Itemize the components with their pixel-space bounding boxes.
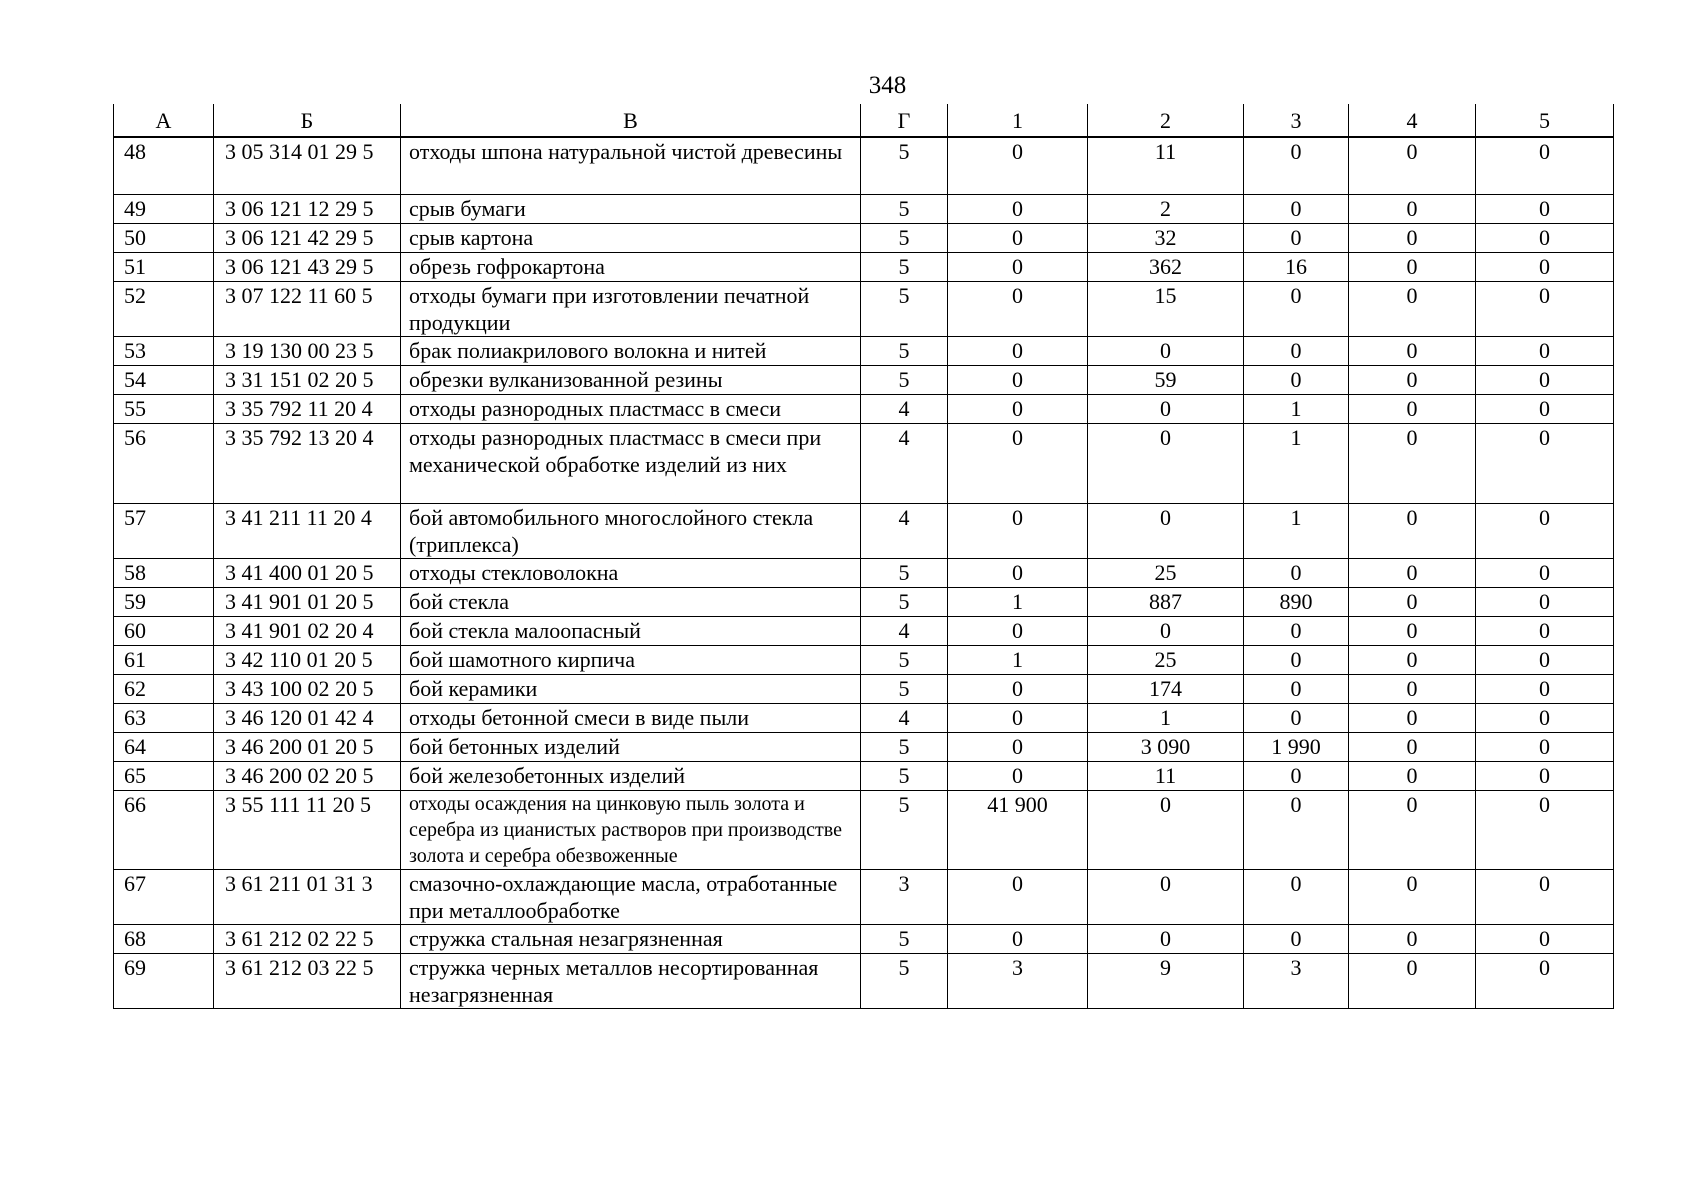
value-cell-2: 59 — [1088, 365, 1244, 394]
column-header: Б — [214, 104, 401, 137]
table-row — [114, 703, 1614, 732]
value-cell-3: 0 — [1244, 674, 1349, 703]
table-row — [114, 761, 1614, 790]
row-number-cell: 55 — [114, 394, 214, 423]
value-cell-3: 0 — [1244, 924, 1349, 953]
waste-name-cell: обрезь гофрокартона — [401, 252, 861, 281]
value-cell-3: 1 — [1244, 394, 1349, 423]
table-row — [114, 423, 1614, 503]
value-cell-3: 0 — [1244, 645, 1349, 674]
value-cell-4: 0 — [1349, 558, 1476, 587]
value-cell-3: 0 — [1244, 869, 1349, 924]
value-cell-5: 0 — [1476, 365, 1614, 394]
value-cell-3: 0 — [1244, 558, 1349, 587]
value-cell-3: 0 — [1244, 223, 1349, 252]
value-cell-4: 0 — [1349, 645, 1476, 674]
value-cell-2: 0 — [1088, 616, 1244, 645]
hazard-class-cell: 5 — [861, 365, 948, 394]
value-cell-4: 0 — [1349, 365, 1476, 394]
value-cell-5: 0 — [1476, 336, 1614, 365]
value-cell-4: 0 — [1349, 953, 1476, 1008]
value-cell-1: 0 — [948, 924, 1088, 953]
value-cell-1: 0 — [948, 365, 1088, 394]
value-cell-5: 0 — [1476, 674, 1614, 703]
value-cell-3: 1 — [1244, 423, 1349, 503]
waste-code-cell: 3 31 151 02 20 5 — [214, 365, 401, 394]
row-number-cell: 64 — [114, 732, 214, 761]
waste-code-cell: 3 46 200 02 20 5 — [214, 761, 401, 790]
value-cell-4: 0 — [1349, 869, 1476, 924]
waste-code-cell: 3 42 110 01 20 5 — [214, 645, 401, 674]
value-cell-1: 0 — [948, 703, 1088, 732]
table-row — [114, 953, 1614, 1008]
value-cell-2: 0 — [1088, 790, 1244, 869]
value-cell-2: 0 — [1088, 394, 1244, 423]
row-number-cell: 66 — [114, 790, 214, 869]
value-cell-5: 0 — [1476, 869, 1614, 924]
value-cell-1: 1 — [948, 587, 1088, 616]
value-cell-5: 0 — [1476, 761, 1614, 790]
value-cell-1: 0 — [948, 761, 1088, 790]
value-cell-4: 0 — [1349, 703, 1476, 732]
table-header-row — [114, 104, 1614, 137]
waste-name-cell: стружка стальная незагрязненная — [401, 924, 861, 953]
waste-name-cell: срыв картона — [401, 223, 861, 252]
row-number-cell: 69 — [114, 953, 214, 1008]
value-cell-2: 0 — [1088, 924, 1244, 953]
row-number-cell: 58 — [114, 558, 214, 587]
value-cell-4: 0 — [1349, 616, 1476, 645]
hazard-class-cell: 4 — [861, 616, 948, 645]
value-cell-1: 0 — [948, 336, 1088, 365]
table-row — [114, 645, 1614, 674]
value-cell-4: 0 — [1349, 674, 1476, 703]
value-cell-2: 3 090 — [1088, 732, 1244, 761]
page-number: 348 — [868, 72, 907, 99]
table-row — [114, 732, 1614, 761]
table-row — [114, 587, 1614, 616]
value-cell-1: 0 — [948, 503, 1088, 558]
hazard-class-cell: 5 — [861, 953, 948, 1008]
value-cell-4: 0 — [1349, 761, 1476, 790]
waste-code-cell: 3 41 901 01 20 5 — [214, 587, 401, 616]
value-cell-5: 0 — [1476, 732, 1614, 761]
row-number-cell: 59 — [114, 587, 214, 616]
waste-code-cell: 3 35 792 11 20 4 — [214, 394, 401, 423]
table-row — [114, 790, 1614, 869]
hazard-class-cell: 5 — [861, 645, 948, 674]
waste-name-cell: отходы разнородных пластмасс в смеси — [401, 394, 861, 423]
hazard-class-cell: 4 — [861, 703, 948, 732]
value-cell-1: 0 — [948, 869, 1088, 924]
value-cell-2: 0 — [1088, 869, 1244, 924]
row-number-cell: 62 — [114, 674, 214, 703]
row-number-cell: 54 — [114, 365, 214, 394]
waste-name-cell: отходы стекловолокна — [401, 558, 861, 587]
value-cell-2: 32 — [1088, 223, 1244, 252]
table-row — [114, 281, 1614, 336]
value-cell-4: 0 — [1349, 587, 1476, 616]
value-cell-5: 0 — [1476, 616, 1614, 645]
hazard-class-cell: 5 — [861, 336, 948, 365]
waste-name-cell: отходы разнородных пластмасс в смеси при механической обработке изделий из них — [401, 423, 861, 503]
value-cell-3: 0 — [1244, 336, 1349, 365]
value-cell-1: 0 — [948, 732, 1088, 761]
value-cell-3: 0 — [1244, 761, 1349, 790]
value-cell-4: 0 — [1349, 924, 1476, 953]
row-number-cell: 60 — [114, 616, 214, 645]
value-cell-3: 0 — [1244, 616, 1349, 645]
hazard-class-cell: 4 — [861, 394, 948, 423]
waste-name-cell: бой железобетонных изделий — [401, 761, 861, 790]
value-cell-5: 0 — [1476, 703, 1614, 732]
row-number-cell: 50 — [114, 223, 214, 252]
value-cell-1: 0 — [948, 223, 1088, 252]
table-row — [114, 558, 1614, 587]
row-number-cell: 53 — [114, 336, 214, 365]
column-header: 3 — [1244, 104, 1349, 137]
value-cell-5: 0 — [1476, 137, 1614, 194]
table-row — [114, 674, 1614, 703]
value-cell-3: 0 — [1244, 365, 1349, 394]
hazard-class-cell: 4 — [861, 423, 948, 503]
hazard-class-cell: 5 — [861, 587, 948, 616]
table-row — [114, 503, 1614, 558]
value-cell-1: 0 — [948, 252, 1088, 281]
waste-name-cell: брак полиакрилового волокна и нитей — [401, 336, 861, 365]
waste-name-cell: бой автомобильного многослойного стекла (триплекса) — [401, 503, 861, 558]
value-cell-5: 0 — [1476, 790, 1614, 869]
value-cell-4: 0 — [1349, 223, 1476, 252]
row-number-cell: 63 — [114, 703, 214, 732]
column-header: 1 — [948, 104, 1088, 137]
value-cell-5: 0 — [1476, 281, 1614, 336]
table-row — [114, 616, 1614, 645]
table-body — [114, 137, 1614, 1008]
value-cell-5: 0 — [1476, 394, 1614, 423]
row-number-cell: 68 — [114, 924, 214, 953]
waste-code-cell: 3 06 121 43 29 5 — [214, 252, 401, 281]
table-row — [114, 137, 1614, 194]
value-cell-1: 3 — [948, 953, 1088, 1008]
waste-code-cell: 3 06 121 42 29 5 — [214, 223, 401, 252]
hazard-class-cell: 5 — [861, 924, 948, 953]
value-cell-1: 0 — [948, 616, 1088, 645]
value-cell-4: 0 — [1349, 423, 1476, 503]
waste-name-cell: бой стекла — [401, 587, 861, 616]
column-header: А — [114, 104, 214, 137]
waste-code-cell: 3 07 122 11 60 5 — [214, 281, 401, 336]
waste-code-cell: 3 61 212 02 22 5 — [214, 924, 401, 953]
waste-code-cell: 3 19 130 00 23 5 — [214, 336, 401, 365]
value-cell-5: 0 — [1476, 645, 1614, 674]
hazard-class-cell: 5 — [861, 674, 948, 703]
value-cell-2: 0 — [1088, 423, 1244, 503]
waste-code-cell: 3 55 111 11 20 5 — [214, 790, 401, 869]
waste-code-cell: 3 35 792 13 20 4 — [214, 423, 401, 503]
waste-code-cell: 3 43 100 02 20 5 — [214, 674, 401, 703]
waste-name-cell: бой керамики — [401, 674, 861, 703]
value-cell-4: 0 — [1349, 394, 1476, 423]
waste-name-cell: обрезки вулканизованной резины — [401, 365, 861, 394]
hazard-class-cell: 4 — [861, 503, 948, 558]
waste-code-cell: 3 05 314 01 29 5 — [214, 137, 401, 194]
waste-name-cell: бой шамотного кирпича — [401, 645, 861, 674]
row-number-cell: 67 — [114, 869, 214, 924]
value-cell-5: 0 — [1476, 194, 1614, 223]
waste-code-cell: 3 61 211 01 31 3 — [214, 869, 401, 924]
table-row — [114, 336, 1614, 365]
value-cell-2: 887 — [1088, 587, 1244, 616]
value-cell-1: 0 — [948, 394, 1088, 423]
column-header: 5 — [1476, 104, 1614, 137]
value-cell-5: 0 — [1476, 503, 1614, 558]
waste-name-cell: бой стекла малоопасный — [401, 616, 861, 645]
value-cell-2: 1 — [1088, 703, 1244, 732]
value-cell-3: 0 — [1244, 137, 1349, 194]
value-cell-1: 0 — [948, 558, 1088, 587]
value-cell-1: 0 — [948, 674, 1088, 703]
value-cell-4: 0 — [1349, 732, 1476, 761]
value-cell-1: 0 — [948, 137, 1088, 194]
waste-name-cell: отходы бетонной смеси в виде пыли — [401, 703, 861, 732]
table-row — [114, 394, 1614, 423]
hazard-class-cell: 5 — [861, 137, 948, 194]
table-row — [114, 194, 1614, 223]
waste-code-cell: 3 41 400 01 20 5 — [214, 558, 401, 587]
row-number-cell: 61 — [114, 645, 214, 674]
hazard-class-cell: 3 — [861, 869, 948, 924]
value-cell-2: 25 — [1088, 645, 1244, 674]
value-cell-3: 1 — [1244, 503, 1349, 558]
value-cell-4: 0 — [1349, 194, 1476, 223]
value-cell-5: 0 — [1476, 252, 1614, 281]
table-row — [114, 365, 1614, 394]
row-number-cell: 52 — [114, 281, 214, 336]
value-cell-2: 362 — [1088, 252, 1244, 281]
row-number-cell: 48 — [114, 137, 214, 194]
row-number-cell: 56 — [114, 423, 214, 503]
waste-code-cell: 3 61 212 03 22 5 — [214, 953, 401, 1008]
value-cell-4: 0 — [1349, 137, 1476, 194]
value-cell-5: 0 — [1476, 924, 1614, 953]
value-cell-5: 0 — [1476, 587, 1614, 616]
hazard-class-cell: 5 — [861, 732, 948, 761]
hazard-class-cell: 5 — [861, 281, 948, 336]
column-header: Г — [861, 104, 948, 137]
value-cell-3: 0 — [1244, 790, 1349, 869]
waste-table — [113, 104, 1614, 1009]
waste-name-cell: отходы шпона натуральной чистой древесины — [401, 137, 861, 194]
hazard-class-cell: 5 — [861, 761, 948, 790]
value-cell-2: 9 — [1088, 953, 1244, 1008]
value-cell-5: 0 — [1476, 558, 1614, 587]
column-header: 2 — [1088, 104, 1244, 137]
hazard-class-cell: 5 — [861, 223, 948, 252]
value-cell-2: 174 — [1088, 674, 1244, 703]
value-cell-1: 0 — [948, 194, 1088, 223]
hazard-class-cell: 5 — [861, 558, 948, 587]
row-number-cell: 57 — [114, 503, 214, 558]
table-row — [114, 924, 1614, 953]
value-cell-2: 11 — [1088, 761, 1244, 790]
value-cell-3: 0 — [1244, 194, 1349, 223]
value-cell-4: 0 — [1349, 336, 1476, 365]
waste-name-cell: стружка черных металлов несортированная незагрязненная — [401, 953, 861, 1008]
value-cell-2: 0 — [1088, 336, 1244, 365]
value-cell-5: 0 — [1476, 223, 1614, 252]
value-cell-3: 3 — [1244, 953, 1349, 1008]
value-cell-5: 0 — [1476, 953, 1614, 1008]
row-number-cell: 49 — [114, 194, 214, 223]
row-number-cell: 51 — [114, 252, 214, 281]
hazard-class-cell: 5 — [861, 790, 948, 869]
value-cell-2: 11 — [1088, 137, 1244, 194]
waste-name-cell: срыв бумаги — [401, 194, 861, 223]
value-cell-2: 15 — [1088, 281, 1244, 336]
value-cell-3: 0 — [1244, 281, 1349, 336]
waste-code-cell: 3 06 121 12 29 5 — [214, 194, 401, 223]
waste-name-cell: смазочно-охлаждающие масла, отработанные при металлообработке — [401, 869, 861, 924]
waste-name-cell: отходы бумаги при изготовлении печатной продукции — [401, 281, 861, 336]
value-cell-1: 1 — [948, 645, 1088, 674]
value-cell-4: 0 — [1349, 281, 1476, 336]
waste-code-cell: 3 46 120 01 42 4 — [214, 703, 401, 732]
waste-code-cell: 3 46 200 01 20 5 — [214, 732, 401, 761]
column-header: В — [401, 104, 861, 137]
hazard-class-cell: 5 — [861, 252, 948, 281]
value-cell-3: 16 — [1244, 252, 1349, 281]
value-cell-1: 0 — [948, 423, 1088, 503]
table-row — [114, 252, 1614, 281]
value-cell-2: 2 — [1088, 194, 1244, 223]
column-header: 4 — [1349, 104, 1476, 137]
waste-code-cell: 3 41 901 02 20 4 — [214, 616, 401, 645]
value-cell-3: 1 990 — [1244, 732, 1349, 761]
value-cell-3: 890 — [1244, 587, 1349, 616]
waste-code-cell: 3 41 211 11 20 4 — [214, 503, 401, 558]
value-cell-4: 0 — [1349, 252, 1476, 281]
value-cell-1: 0 — [948, 281, 1088, 336]
value-cell-4: 0 — [1349, 503, 1476, 558]
row-number-cell: 65 — [114, 761, 214, 790]
value-cell-3: 0 — [1244, 703, 1349, 732]
value-cell-1: 41 900 — [948, 790, 1088, 869]
table-row — [114, 869, 1614, 924]
value-cell-2: 25 — [1088, 558, 1244, 587]
waste-name-cell: бой бетонных изделий — [401, 732, 861, 761]
waste-name-cell: отходы осаждения на цинковую пыль золота и серебра из цианистых растворов при производстве золота и серебра обезвоженные — [401, 790, 861, 869]
hazard-class-cell: 5 — [861, 194, 948, 223]
value-cell-2: 0 — [1088, 503, 1244, 558]
value-cell-5: 0 — [1476, 423, 1614, 503]
table-row — [114, 223, 1614, 252]
value-cell-4: 0 — [1349, 790, 1476, 869]
